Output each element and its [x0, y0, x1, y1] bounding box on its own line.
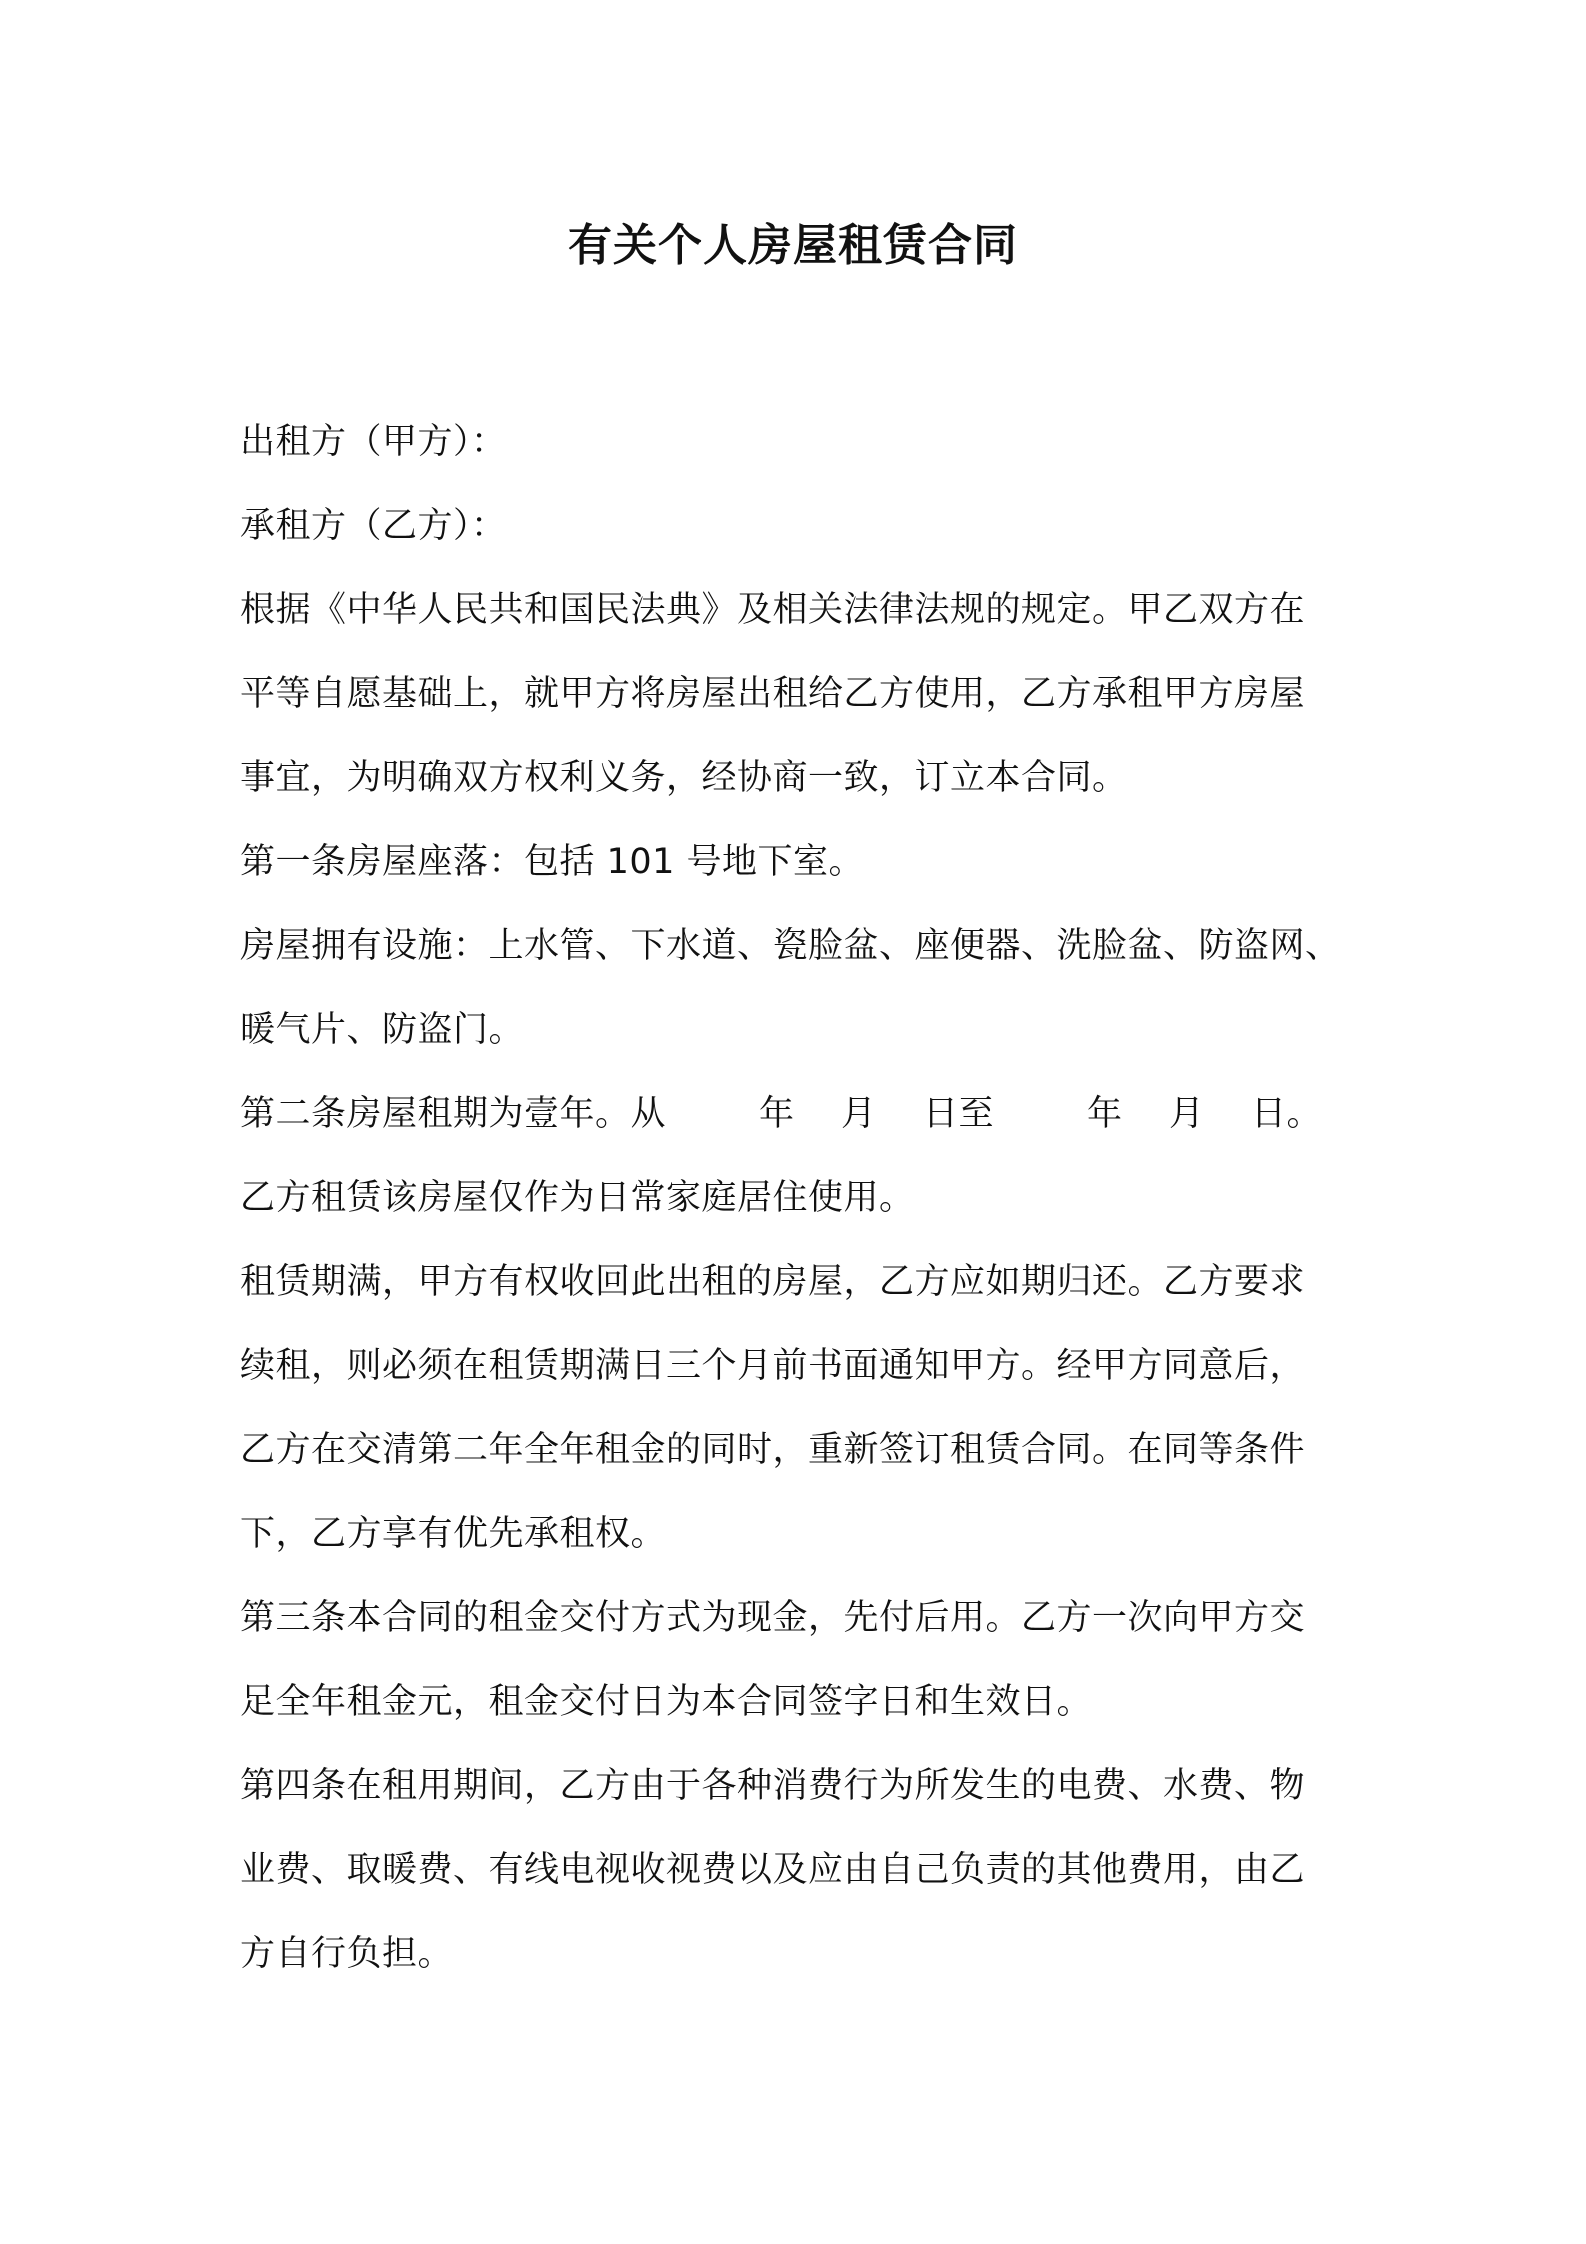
- text-line-5: 事宜，为明确双方权利义务，经协商一致，订立本合同。: [240, 758, 1128, 798]
- text-line-article-4: 第四条在租用期间，乙方由于各种消费行为所发生的电费、水费、物: [240, 1766, 1306, 1806]
- text-line-article-1: 第一条房屋座落：包括 101 号地下室。: [240, 842, 865, 882]
- text-line-8: 暖气片、防盗门。: [240, 1010, 525, 1050]
- text-line-19: 方自行负担。: [240, 1934, 454, 1974]
- text-line-article-2: 第二条房屋租期为壹年。从 年 月 日至 年 月 日。: [240, 1094, 1323, 1134]
- text-line-18: 业费、取暖费、有线电视收视费以及应由自己负责的其他费用，由乙: [240, 1850, 1306, 1890]
- text-line-13: 乙方在交清第二年全年租金的同时，重新签订租赁合同。在同等条件: [240, 1430, 1306, 1470]
- text-line-3: 根据《中华人民共和国民法典》及相关法律法规的规定。甲乙双方在: [240, 590, 1306, 630]
- text-line-article-3: 第三条本合同的租金交付方式为现金，先付后用。乙方一次向甲方交: [240, 1598, 1306, 1638]
- text-line-4: 平等自愿基础上，就甲方将房屋出租给乙方使用，乙方承租甲方房屋: [240, 674, 1306, 714]
- text-line-12: 续租，则必须在租赁期满日三个月前书面通知甲方。经甲方同意后，: [240, 1346, 1306, 1386]
- text-line-10: 乙方租赁该房屋仅作为日常家庭居住使用。: [240, 1178, 915, 1218]
- text-line-11: 租赁期满，甲方有权收回此出租的房屋，乙方应如期归还。乙方要求: [240, 1262, 1306, 1302]
- text-line-lessor: 出租方（甲方）：: [240, 422, 507, 462]
- document-title: 有关个人房屋租赁合同: [568, 220, 1018, 271]
- text-line-facilities: 房屋拥有设施：上水管、下水道、瓷脸盆、座便器、洗脸盆、防盗网、: [240, 926, 1341, 966]
- document-body: [240, 400, 1360, 1996]
- text-line-lessee: 承租方（乙方）：: [240, 506, 507, 546]
- text-line-14: 下，乙方享有优先承租权。: [240, 1514, 667, 1554]
- text-line-16: 足全年租金元，租金交付日为本合同签字日和生效日。: [240, 1682, 1093, 1722]
